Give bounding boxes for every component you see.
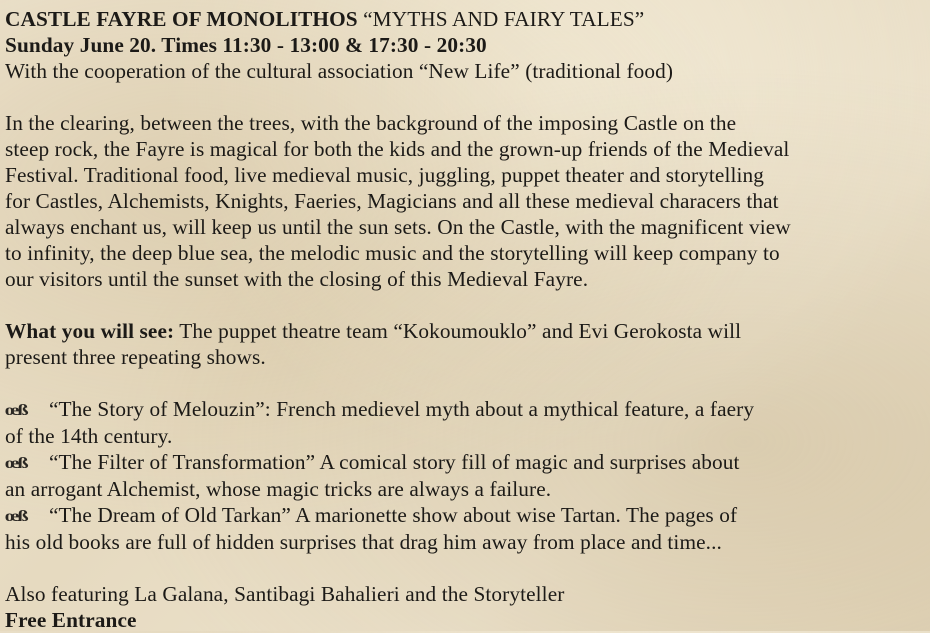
ornament-bullet-icon: œß [5, 454, 27, 472]
show-item [5, 449, 925, 502]
show-item-line: of the 14th century. [5, 424, 173, 448]
what-you-will-see-text: The puppet theatre team “Kokoumouklo” and Evi Gerokosta will [174, 319, 742, 343]
what-you-will-see-line [5, 318, 925, 344]
spacer [5, 292, 925, 318]
intro-line: our visitors until the sunset with the closing of this Medieval Fayre. [5, 267, 589, 291]
show-item-line [5, 449, 925, 476]
intro-line: Festival. Traditional food, live medieval music, juggling, puppet theater and storytelling [5, 163, 765, 187]
intro-paragraph [5, 110, 925, 292]
show-item-text: “The Dream of Old Tarkan” A marionette show about wise Tartan. The pages of [49, 503, 738, 527]
spacer [5, 84, 925, 110]
show-item [5, 502, 925, 555]
event-title-name: CASTLE FAYRE OF MONOLITHOS [5, 7, 358, 31]
free-entrance: Free Entrance [5, 608, 137, 632]
event-times: Sunday June 20. Times 11:30 - 13:00 & 17:30 - 20:30 [5, 33, 487, 57]
featuring-line: Also featuring La Galana, Santibagi Bahalieri and the Storyteller [5, 582, 565, 606]
ornament-bullet-icon: œß [5, 507, 27, 525]
event-document [5, 6, 925, 633]
event-cooperation: With the cooperation of the cultural association “New Life” (traditional food) [5, 59, 674, 83]
event-title [5, 6, 925, 32]
show-item-text: “The Filter of Transformation” A comical story fill of magic and surprises about [49, 450, 740, 474]
show-item-line [5, 502, 925, 529]
intro-line: In the clearing, between the trees, with the background of the imposing Castle on the [5, 111, 737, 135]
show-item-line: his old books are full of hidden surprises that drag him away from place and time... [5, 530, 722, 554]
spacer [5, 555, 925, 581]
show-item-text: “The Story of Melouzin”: French medievel myth about a mythical feature, a faery [49, 397, 755, 421]
show-item [5, 396, 925, 449]
what-you-will-see-label: What you will see: [5, 319, 175, 343]
intro-line: to infinity, the deep blue sea, the melodic music and the storytelling will keep company to [5, 241, 780, 265]
event-title-theme: “MYTHS AND FAIRY TALES” [363, 7, 645, 31]
what-you-will-see-line: present three repeating shows. [5, 345, 266, 369]
intro-line: steep rock, the Fayre is magical for both the kids and the grown-up friends of the Medieval [5, 137, 790, 161]
what-you-will-see-paragraph [5, 318, 925, 370]
shows-list [5, 396, 925, 555]
show-item-line [5, 396, 925, 423]
intro-line: for Castles, Alchemists, Knights, Faeries, Magicians and all these medieval characers that [5, 189, 779, 213]
spacer [5, 370, 925, 396]
show-item-line: an arrogant Alchemist, whose magic tricks are always a failure. [5, 477, 552, 501]
intro-line: always enchant us, will keep us until the sun sets. On the Castle, with the magnificent view [5, 215, 791, 239]
ornament-bullet-icon: œß [5, 401, 27, 419]
